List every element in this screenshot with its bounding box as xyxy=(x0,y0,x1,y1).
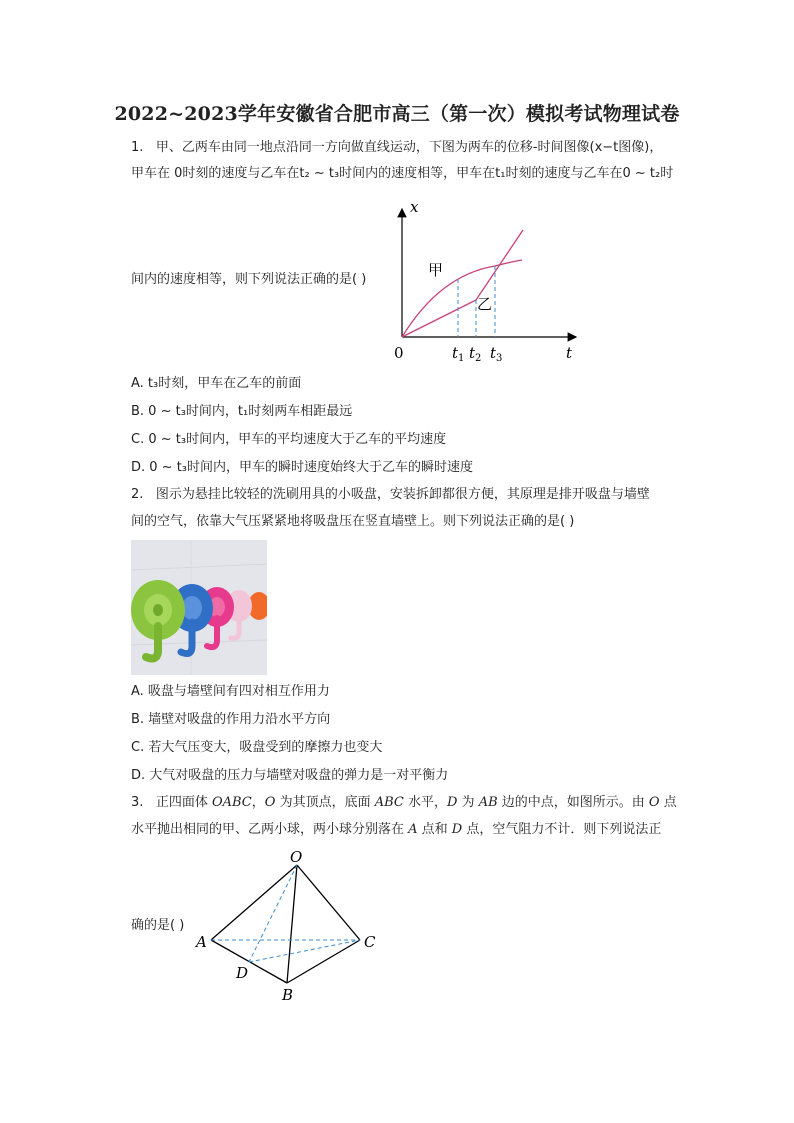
q3-text: 点和 xyxy=(417,822,452,837)
q3-tetrahedron-figure xyxy=(190,840,390,1010)
line-yi-segment-2 xyxy=(476,230,523,300)
x-axis-label: t xyxy=(566,344,573,362)
q1-line-2: 甲车在 0时刻的速度与乙车在t₂ ~ t₃时间内的速度相等，甲车在t₁时刻的速度与乙车在0 ~ t₂时 xyxy=(131,166,674,181)
q3-text: AB xyxy=(478,795,498,810)
vertex-o-label: O xyxy=(290,848,303,866)
q3-text: D xyxy=(451,822,463,837)
q3-text: 水平抛出相同的甲、乙两小球，两小球分别落在 xyxy=(131,822,409,837)
q2-option-b[interactable]: B. 墙壁对吸盘的作用力沿水平方向 xyxy=(131,712,331,727)
q1-text-1: 甲、乙两车由同一地点沿同一方向做直线运动，下图为两车的位移-时间图像(x−t图像)， xyxy=(155,140,663,155)
q1-option-d[interactable]: D. 0 ~ t₃时间内，甲车的瞬时速度始终大于乙车的瞬时速度 xyxy=(131,460,474,475)
q3-text: 为 xyxy=(457,795,479,810)
q2-option-c[interactable]: C. 若大气压变大，吸盘受到的摩擦力也变大 xyxy=(131,740,383,755)
tick-t2: $t_2$ xyxy=(469,344,482,364)
document-title: 2022~2023学年安徽省合肥市高三（第一次）模拟考试物理试卷 xyxy=(114,103,680,125)
q1-option-c[interactable]: C. 0 ~ t₃时间内，甲车的平均速度大于乙车的平均速度 xyxy=(131,432,447,447)
tick-t3: $t_3$ xyxy=(490,344,503,364)
q1-number: 1. xyxy=(131,140,144,155)
q3-text: A xyxy=(408,822,418,837)
curve-jia xyxy=(402,260,522,337)
vertex-b-label: B xyxy=(282,986,294,1004)
q2-line-2: 间的空气，依靠大气压紧紧地将吸盘压在竖直墙壁上。则下列说法正确的是( ) xyxy=(131,514,575,529)
vertex-d-label: D xyxy=(236,964,249,982)
q2-option-d[interactable]: D. 大气对吸盘的压力与墙壁对吸盘的弹力是一对平衡力 xyxy=(131,768,449,783)
q3-text: D xyxy=(446,795,458,810)
q3-line-1 xyxy=(131,794,677,812)
curve-yi-label: 乙 xyxy=(477,295,493,313)
q3-text: O xyxy=(264,795,276,810)
q3-text: O xyxy=(648,795,660,810)
q3-text: 点，空气阻力不计．则下列说法正 xyxy=(462,822,662,837)
origin-label: 0 xyxy=(394,344,404,362)
vertex-c-label: C xyxy=(364,933,376,951)
q1-line-1 xyxy=(131,139,662,157)
q3-line-2 xyxy=(131,821,661,839)
q2-number: 2. xyxy=(131,487,144,502)
q3-text: 点 xyxy=(659,795,677,810)
q3-text: 边的中点，如图所示。由 xyxy=(497,795,649,810)
q3-text: 为其顶点，底面 xyxy=(275,795,375,810)
line-yi-segment-1 xyxy=(402,300,476,337)
q3-text: ， xyxy=(251,795,265,810)
curve-jia-label: 甲 xyxy=(428,261,444,279)
tick-t1: $t_1$ xyxy=(452,344,465,364)
q1-option-b[interactable]: B. 0 ~ t₃时间内，t₁时刻两车相距最远 xyxy=(131,404,353,419)
q2-line-1 xyxy=(131,486,650,504)
q1-line-3: 间内的速度相等，则下列说法正确的是( ) xyxy=(131,272,367,287)
q3-number: 3. xyxy=(131,795,144,810)
vertex-a-label: A xyxy=(196,933,207,951)
q3-line-3: 确的是( ) xyxy=(131,918,185,933)
q3-text: OABC xyxy=(211,795,252,810)
suction-hooks-photo xyxy=(131,540,267,675)
q1-xt-graph xyxy=(388,193,583,365)
q2-option-a[interactable]: A. 吸盘与墙壁间有四对相互作用力 xyxy=(131,684,330,699)
q3-text: ABC xyxy=(374,795,404,810)
q1-option-a[interactable]: A. t₃时刻，甲车在乙车的前面 xyxy=(131,376,302,391)
y-axis-label: x xyxy=(410,198,419,216)
q2-text-1: 图示为悬挂比较轻的洗刷用具的小吸盘，安装拆卸都很方便，其原理是排开吸盘与墙壁 xyxy=(155,487,650,502)
q3-text: 水平， xyxy=(403,795,447,810)
q3-text: 正四面体 xyxy=(155,795,212,810)
